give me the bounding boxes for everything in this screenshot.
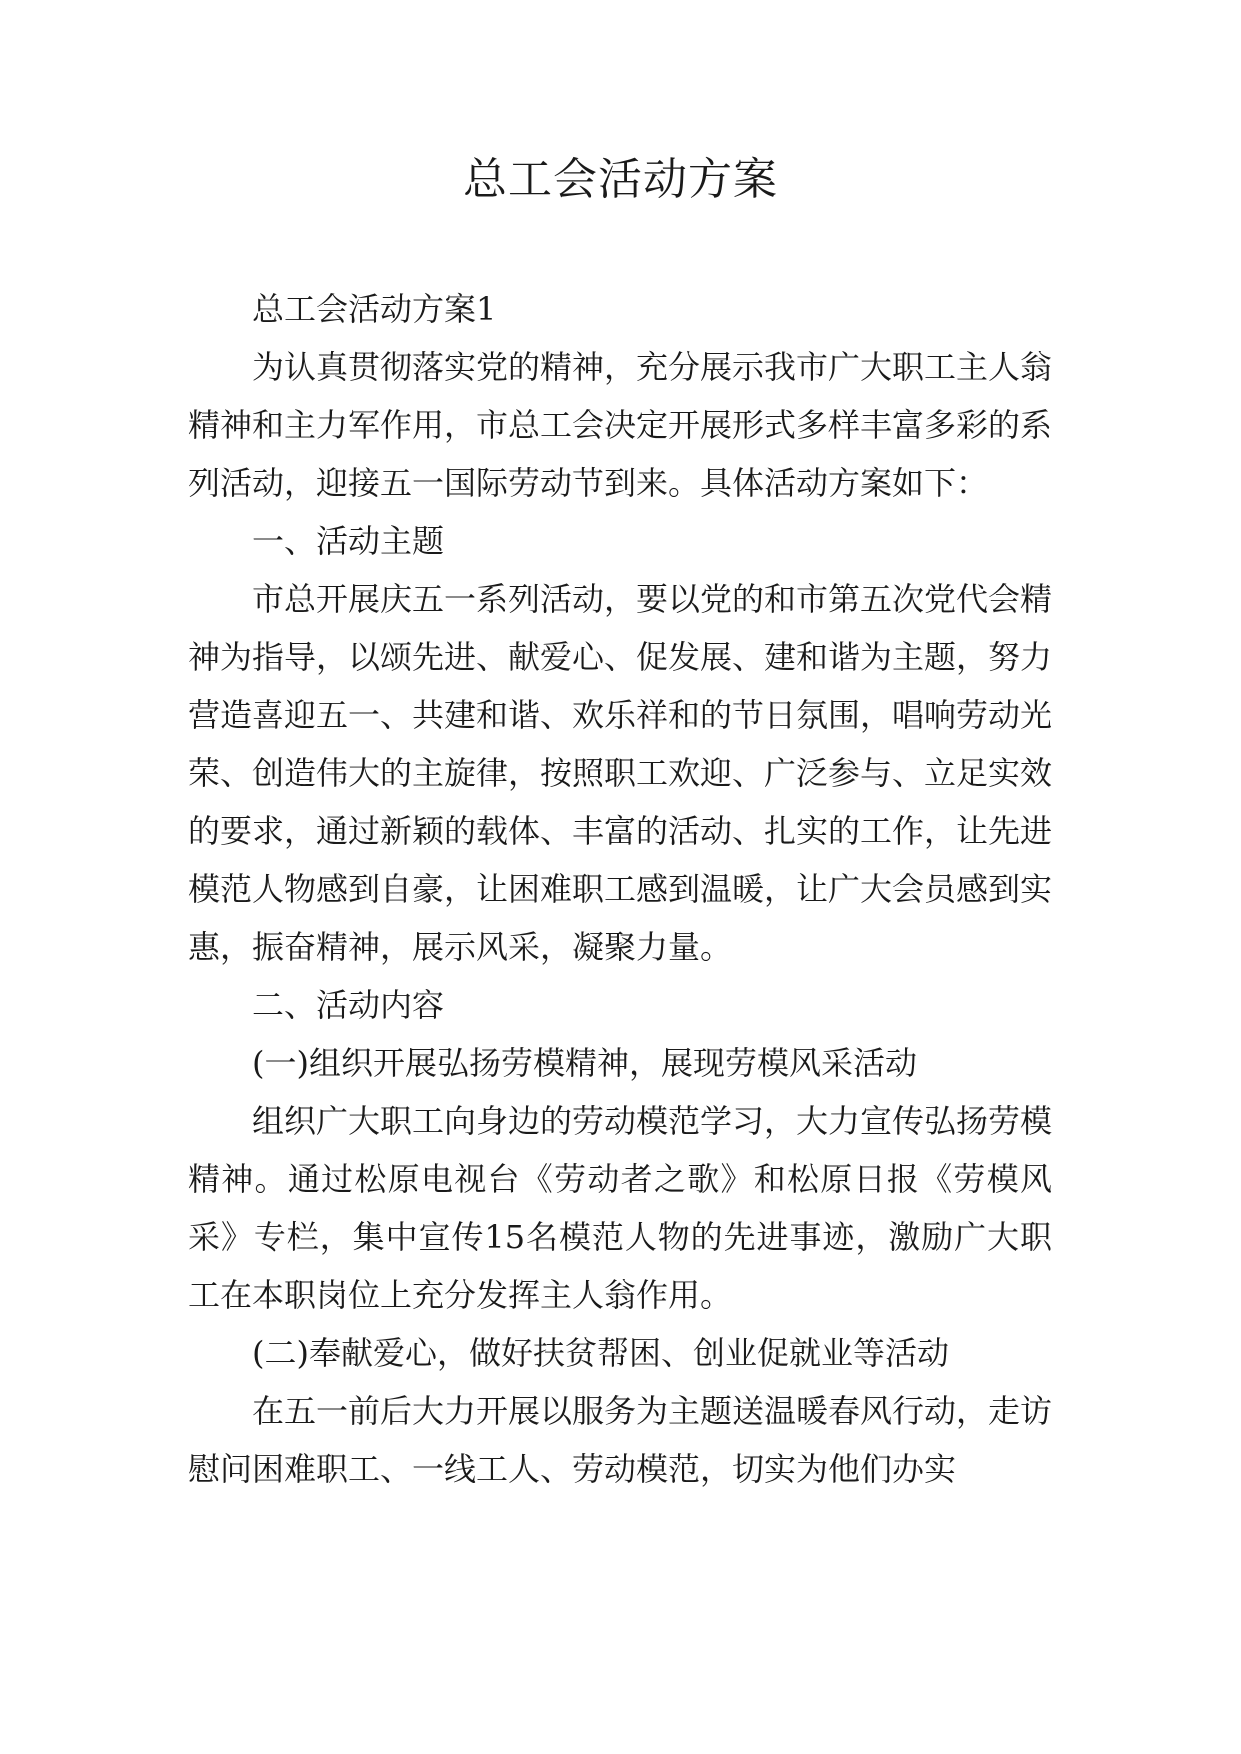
section-heading-content: 二、活动内容 xyxy=(252,986,445,1024)
section-heading-theme: 一、活动主题 xyxy=(252,522,445,560)
document-title: 总工会活动方案 xyxy=(463,154,778,205)
paragraph-theme: 市总开展庆五一系列活动，要以党的和市第五次党代会精神为指导，以颂先进、献爱心、促发展、建和谐为主题，努力营造喜迎五一、共建和谐、欢乐祥和的节日氛围，唱响劳动光荣、创造伟大的主旋律，按照职工欢迎、广泛参与、立足实效的要求，通过新颖的载体、丰富的活动、扎实的工作，让先进模范人物感到自豪，让困难职工感到温暖，让广大会员感到实惠，振奋精神，展示风采，凝聚力量。 xyxy=(188,580,1053,966)
paragraph-model-workers: 组织广大职工向身边的劳动模范学习，大力宣传弘扬劳模精神。通过松原电视台《劳动者之歌》和松原日报《劳模风采》专栏，集中宣传15名模范人物的先进事迹，激励广大职工在本职岗位上充分发挥主人翁作用。 xyxy=(188,1102,1053,1314)
paragraph-warmth-action: 在五一前后大力开展以服务为主题送温暖春风行动，走访慰问困难职工、一线工人、劳动模范，切实为他们办实 xyxy=(188,1392,1053,1488)
document-body xyxy=(188,280,1052,1498)
paragraph-intro: 为认真贯彻落实党的精神，充分展示我市广大职工主人翁精神和主力军作用，市总工会决定开展形式多样丰富多彩的系列活动，迎接五一国际劳动节到来。具体活动方案如下： xyxy=(188,348,1053,502)
paragraph-heading-1: 总工会活动方案1 xyxy=(252,290,497,328)
subsection-heading-2: (二)奉献爱心，做好扶贫帮困、创业促就业等活动 xyxy=(252,1334,949,1372)
subsection-heading-1: (一)组织开展弘扬劳模精神，展现劳模风采活动 xyxy=(252,1044,917,1082)
